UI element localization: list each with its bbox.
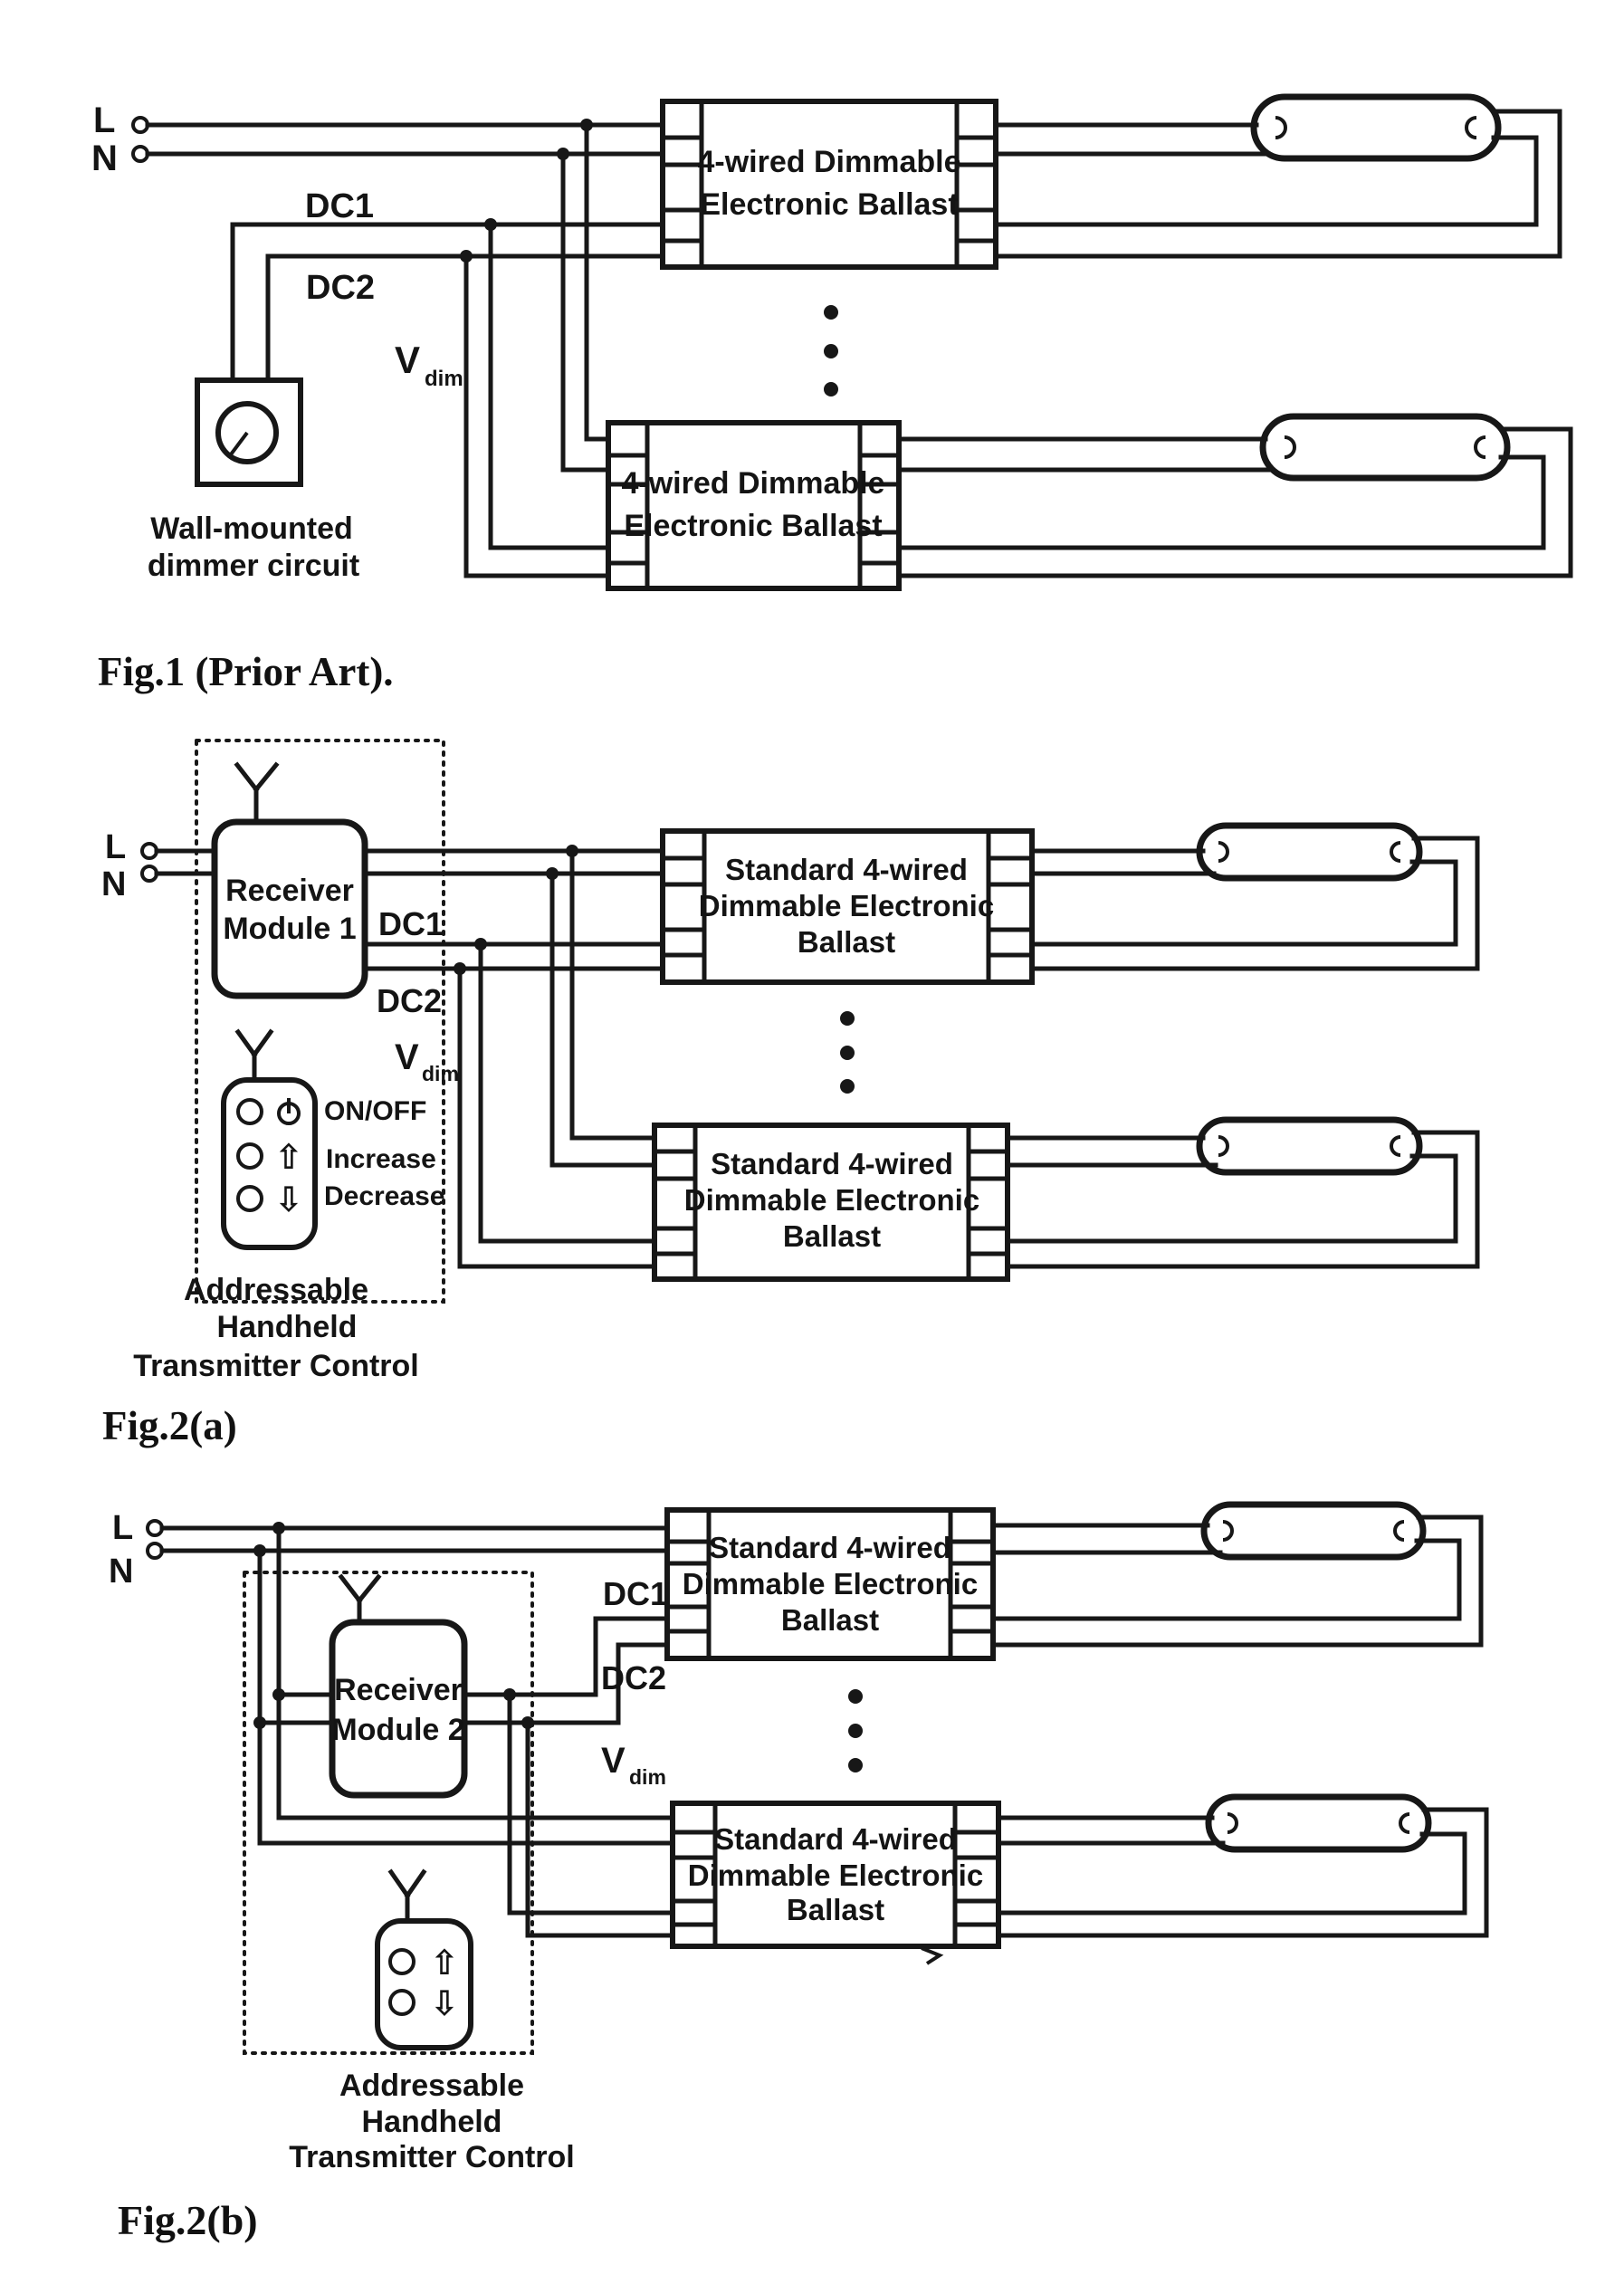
- lamp-electrode: [1400, 1814, 1409, 1832]
- repetition-ellipsis: [824, 305, 838, 397]
- junction-dot: [272, 1522, 285, 1534]
- ballast-label-line1: Standard 4-wired: [709, 1531, 951, 1564]
- ballast-label-line1: Standard 4-wired: [714, 1822, 957, 1856]
- ballast-label-line3: Ballast: [797, 925, 896, 959]
- ballast-unit: [654, 1125, 1008, 1279]
- receiver-label-line2: Module 1: [223, 912, 357, 946]
- ballast-unit: [667, 1510, 993, 1658]
- antenna-icon: [237, 765, 276, 822]
- junction-dot: [454, 962, 466, 975]
- receiver-module: [331, 1577, 464, 1795]
- remote-button: [390, 1950, 414, 1973]
- ballast-label-line2: Electronic Ballast: [624, 509, 883, 543]
- wire-live-branch: [587, 125, 608, 439]
- dc2-wire-label: DC2: [377, 982, 443, 1019]
- increase-label: Increase: [326, 1144, 436, 1174]
- ballast-label-line3: Ballast: [786, 1893, 885, 1926]
- ballast-label-line1: 4-wired Dimmable: [621, 466, 885, 501]
- lamp-electrode: [1218, 843, 1228, 861]
- wire-dc2-branch: [460, 969, 654, 1266]
- dimmer-label-line1: Wall-mounted: [150, 511, 353, 546]
- live-terminal-label: L: [105, 828, 127, 866]
- receiver-module-box: [215, 822, 365, 996]
- transmitter-label-line3: Transmitter Control: [133, 1349, 419, 1383]
- wire-dc1: [233, 225, 663, 380]
- vdim-label: V: [395, 1037, 419, 1077]
- fluorescent-lamp: [899, 416, 1571, 576]
- decrease-label: Decrease: [324, 1181, 445, 1211]
- dc1-wire-label: DC1: [378, 905, 444, 942]
- junction-dot: [253, 1716, 266, 1729]
- transmitter-label-line1: Addressable: [183, 1273, 369, 1307]
- ballast-label-line1: Standard 4-wired: [711, 1147, 953, 1180]
- fluorescent-lamp: [993, 1505, 1481, 1645]
- dimmer-label-line2: dimmer circuit: [147, 549, 360, 583]
- up-arrow-icon: ⇧: [274, 1137, 303, 1177]
- lamp-tube: [1199, 826, 1419, 878]
- dc1-wire-label: DC1: [305, 187, 375, 225]
- transmitter-label-line2: Handheld: [216, 1310, 358, 1344]
- lamp-wrap-wire: [993, 1517, 1481, 1645]
- vdim-subscript: dim: [422, 1062, 459, 1085]
- fluorescent-lamp: [996, 97, 1560, 256]
- remote-button: [238, 1100, 262, 1123]
- dc1-wire-label: DC1: [603, 1575, 669, 1612]
- lamp-electrode: [1395, 1522, 1404, 1540]
- fluorescent-lamp: [1008, 1120, 1477, 1266]
- wire-dc1-branch: [491, 225, 608, 548]
- handheld-transmitter: [377, 1872, 471, 2048]
- fluorescent-lamp: [1032, 826, 1477, 969]
- lamp-electrode: [1223, 1522, 1232, 1540]
- figure-2a: [101, 740, 1477, 1448]
- figure-2b: [109, 1505, 1486, 2243]
- ballast-right-terminals: [957, 138, 996, 241]
- neutral-terminal-label: N: [109, 1553, 134, 1591]
- addressable-control-dashed-box: [244, 1572, 532, 2053]
- receiver-module: [215, 765, 365, 996]
- ballast-unit: [663, 101, 996, 267]
- lamp-wrap-wire: [1032, 838, 1477, 969]
- ballast-label-line1: 4-wired Dimmable: [697, 145, 961, 179]
- neutral-terminal-label: N: [91, 139, 118, 178]
- lamp-electrode: [1476, 437, 1485, 457]
- dc2-wire-label: DC2: [306, 269, 376, 307]
- wire-dc2-branch: [528, 1723, 673, 1935]
- ballast-left-terminals: [663, 138, 702, 241]
- wall-dimmer: [148, 380, 359, 583]
- up-arrow-icon: ⇧: [430, 1943, 459, 1983]
- junction-dot: [580, 119, 593, 131]
- ballast-right-terminals: [989, 858, 1032, 955]
- vdim-label: V: [395, 339, 421, 381]
- ballast-unit: [608, 423, 899, 588]
- transmitter-label-line1: Addressable: [339, 2069, 525, 2103]
- vdim-label: V: [601, 1741, 626, 1781]
- figure-1: [91, 97, 1571, 694]
- ballast-label-line3: Ballast: [780, 1603, 880, 1637]
- remote-button: [238, 1187, 262, 1210]
- live-terminal-label: L: [112, 1509, 134, 1547]
- down-arrow-icon: ⇩: [430, 1983, 459, 2023]
- repetition-ellipsis: [840, 1011, 855, 1094]
- lamp-electrode: [1228, 1814, 1237, 1832]
- lamp-electrode: [1285, 437, 1294, 457]
- junction-dot: [546, 867, 559, 880]
- lamp-tube: [1199, 1120, 1419, 1172]
- junction-dot: [503, 1688, 516, 1701]
- lamp-tube: [1204, 1505, 1423, 1557]
- receiver-module-box: [332, 1622, 464, 1795]
- lamp-wrap-wire: [998, 1810, 1486, 1935]
- lamp-electrode: [1391, 1137, 1400, 1155]
- transmitter-label-line3: Transmitter Control: [289, 2140, 575, 2174]
- live-terminal-label: L: [93, 100, 116, 140]
- ballast-box: [663, 101, 996, 267]
- vdim-subscript: dim: [425, 367, 463, 391]
- ballast-label-line2: Dimmable Electronic: [683, 1183, 980, 1217]
- junction-dot: [484, 218, 497, 231]
- lamp-electrode: [1218, 1137, 1228, 1155]
- lamp-electrode: [1275, 118, 1285, 138]
- junction-dot: [474, 938, 487, 951]
- neutral-terminal-label: N: [101, 865, 127, 903]
- junction-dot: [253, 1544, 266, 1557]
- junction-dot: [557, 148, 569, 160]
- lamp-wrap-wire: [1008, 1156, 1456, 1241]
- figure1-caption: Fig.1 (Prior Art).: [98, 649, 394, 694]
- junction-dot: [521, 1716, 534, 1729]
- vdim-subscript: dim: [629, 1765, 666, 1789]
- junction-dot: [566, 845, 578, 857]
- power-icon: [279, 1098, 299, 1123]
- lamp-wrap-wire: [998, 1834, 1465, 1913]
- stray-mark: [922, 1948, 940, 1963]
- ballast-unit: [663, 831, 1032, 982]
- repetition-ellipsis: [848, 1689, 863, 1772]
- lamp-wrap-wire: [899, 429, 1571, 576]
- receiver-label-line1: Receiver: [334, 1673, 463, 1707]
- ballast-unit: [673, 1803, 998, 1946]
- lamp-wrap-wire: [996, 111, 1560, 256]
- ballast-terminal-strips: [647, 423, 860, 588]
- remote-button: [390, 1991, 414, 2014]
- junction-dot: [460, 250, 473, 263]
- remote-button: [238, 1144, 262, 1168]
- lamp-wrap-wire: [1008, 1132, 1477, 1266]
- transmitter-label-line2: Handheld: [361, 2105, 502, 2139]
- lamp-electrode: [1466, 118, 1476, 138]
- ballast-label-line2: Dimmable Electronic: [682, 1567, 979, 1600]
- receiver-label-line2: Module 2: [331, 1713, 465, 1747]
- ballast-terminal-strips: [702, 101, 957, 267]
- down-arrow-icon: ⇩: [274, 1180, 303, 1219]
- dimmer-box: [197, 380, 301, 484]
- ballast-label-line3: Ballast: [782, 1219, 882, 1253]
- lamp-electrode: [1391, 843, 1400, 861]
- fluorescent-lamp: [998, 1797, 1486, 1935]
- ballast-label-line2: Electronic Ballast: [700, 187, 959, 222]
- ballast-box: [608, 423, 899, 588]
- wire-dc1-branch: [481, 944, 654, 1241]
- dimmer-knob-pointer: [231, 433, 247, 454]
- antenna-icon: [341, 1577, 378, 1622]
- receiver-label-line1: Receiver: [225, 874, 354, 908]
- antenna-icon: [238, 1032, 271, 1080]
- antenna-icon: [391, 1872, 424, 1921]
- ballast-label-line2: Dimmable Electronic: [698, 889, 995, 922]
- figure2a-caption: Fig.2(a): [102, 1403, 237, 1448]
- lamp-tube: [1263, 416, 1507, 478]
- wire-live-branch: [572, 851, 654, 1138]
- ballast-label-line1: Standard 4-wired: [725, 853, 968, 886]
- dc2-wire-label: DC2: [601, 1659, 667, 1696]
- wire-neutral-branch: [552, 874, 654, 1165]
- onoff-label: ON/OFF: [324, 1096, 427, 1126]
- lamp-tube: [1254, 97, 1498, 158]
- figure2b-caption: Fig.2(b): [118, 2197, 258, 2243]
- junction-dot: [272, 1688, 285, 1701]
- ballast-label-line2: Dimmable Electronic: [687, 1858, 984, 1892]
- lamp-tube: [1208, 1797, 1428, 1849]
